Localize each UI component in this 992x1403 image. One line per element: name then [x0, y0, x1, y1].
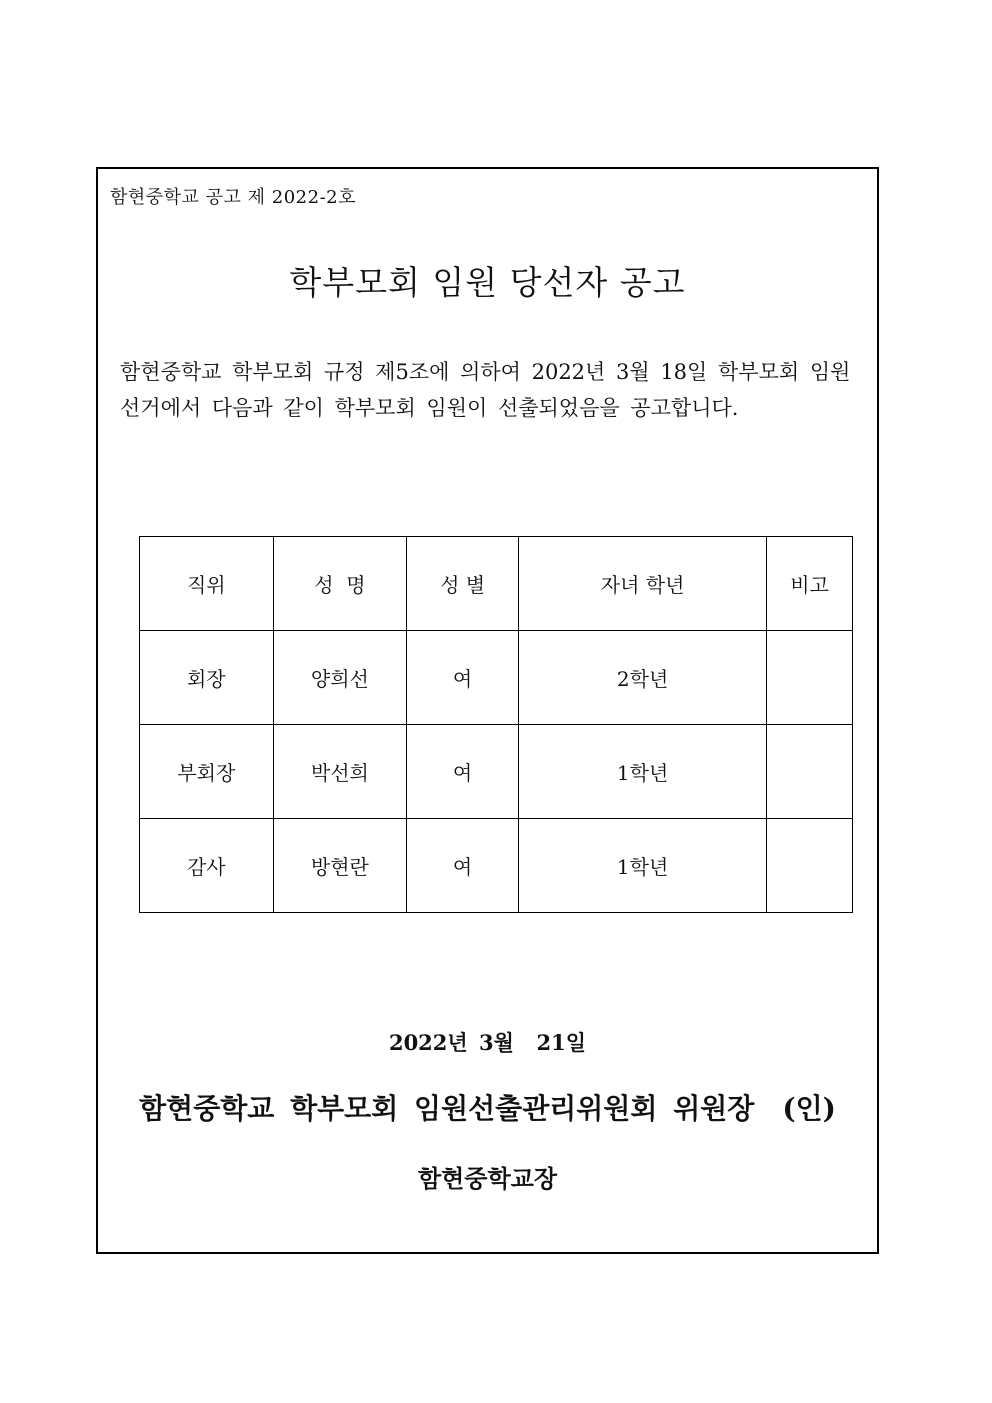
- committee-signature: [98, 1087, 877, 1127]
- notice-number: 함현중학교 공고 제 2022-2호: [110, 187, 356, 208]
- notice-body: [120, 354, 860, 426]
- table-header-row: [140, 537, 853, 631]
- table-row: [140, 725, 853, 819]
- cell-name: 박선희: [273, 725, 407, 819]
- principal-signature: 함현중학교장: [417, 1164, 558, 1193]
- officers-table: [139, 536, 853, 913]
- cell-sex: 여: [407, 725, 519, 819]
- header-name: 성 명: [273, 537, 407, 631]
- seal-mark: (인): [782, 1092, 836, 1125]
- page-title: 학부모회 임원 당선자 공고: [289, 263, 686, 302]
- header-sex: 성 별: [407, 537, 519, 631]
- cell-position: 감사: [140, 819, 274, 913]
- cell-position: 회장: [140, 631, 274, 725]
- header-note: 비고: [767, 537, 853, 631]
- committee-name: 함현중학교 학부모회 임원선출관리위원회 위원장: [139, 1092, 755, 1125]
- cell-note: [767, 631, 853, 725]
- cell-sex: 여: [407, 819, 519, 913]
- table-row: [140, 631, 853, 725]
- notice-body-line-2: 선거에서 다음과 같이 학부모회 임원이 선출되었음을 공고합니다.: [120, 396, 739, 420]
- notice-date: 2022년 3월 21일: [388, 1030, 587, 1055]
- table-row: [140, 819, 853, 913]
- cell-note: [767, 725, 853, 819]
- cell-sex: 여: [407, 631, 519, 725]
- header-position: 직위: [140, 537, 274, 631]
- notice-frame: [96, 167, 879, 1254]
- notice-body-line-1: 함현중학교 학부모회 규정 제5조에 의하여 2022년 3월 18일 학부모회 임원: [120, 360, 851, 384]
- header-grade: 자녀 학년: [518, 537, 766, 631]
- cell-name: 양희선: [273, 631, 407, 725]
- cell-grade: 1학년: [518, 819, 766, 913]
- cell-note: [767, 819, 853, 913]
- cell-position: 부회장: [140, 725, 274, 819]
- cell-grade: 1학년: [518, 725, 766, 819]
- cell-name: 방현란: [273, 819, 407, 913]
- cell-grade: 2학년: [518, 631, 766, 725]
